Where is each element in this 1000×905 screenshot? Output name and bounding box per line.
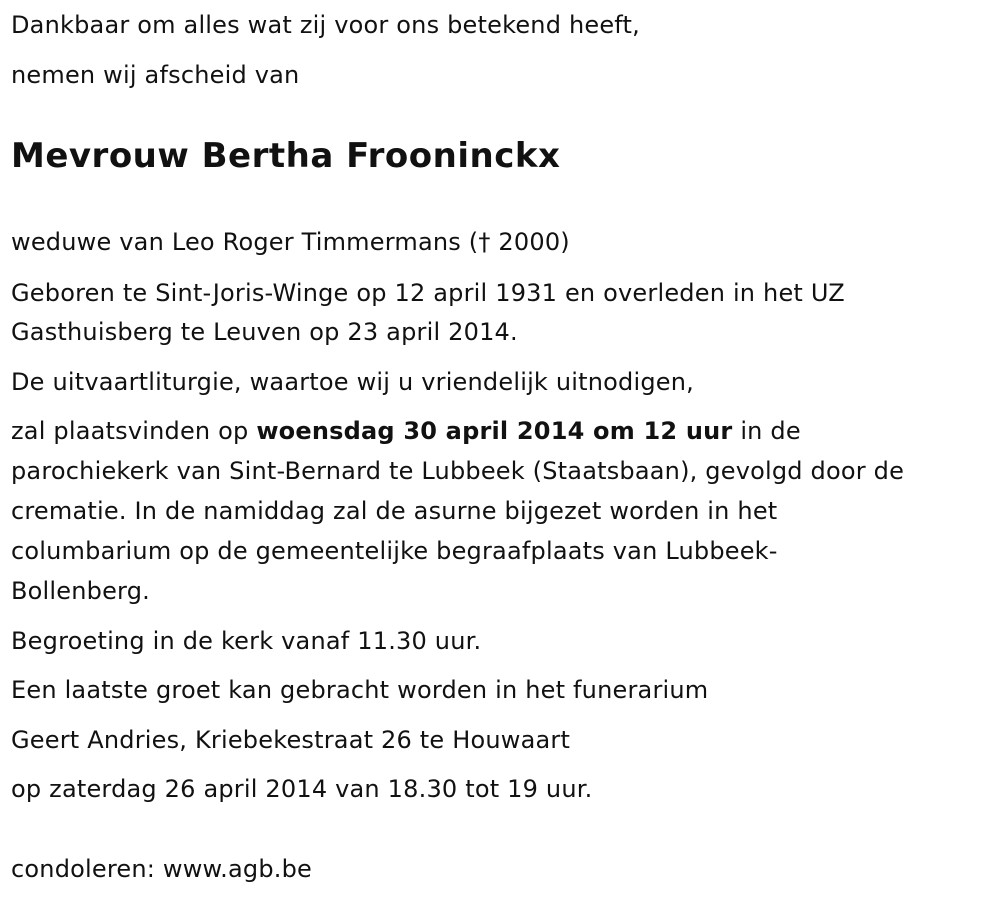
liturgy-line-1-prefix: zal plaatsvinden op <box>11 417 257 445</box>
birth-line-2: Gasthuisberg te Leuven op 23 april 2014. <box>11 318 518 346</box>
deceased-name: Mevrouw Bertha Frooninckx <box>11 136 561 176</box>
intro-line-1: Dankbaar om alles wat zij voor ons betekend heeft, <box>11 11 640 39</box>
birth-line-1: Geboren te Sint-Joris-Winge op 12 april 1931 en overleden in het UZ <box>11 279 845 307</box>
funeral-home-line-2: Geert Andries, Kriebekestraat 26 te Houwaart <box>11 726 571 754</box>
church-greeting: Begroeting in de kerk vanaf 11.30 uur. <box>11 627 482 655</box>
funeral-home-line-3: op zaterdag 26 april 2014 van 18.30 tot 19 uur. <box>11 775 593 803</box>
liturgy-line-3: crematie. In de namiddag zal de asurne bijgezet worden in het <box>11 497 778 525</box>
funeral-home-line-1: Een laatste groet kan gebracht worden in het funerarium <box>11 676 709 704</box>
liturgy-invite: De uitvaartliturgie, waartoe wij u vriendelijk uitnodigen, <box>11 368 694 396</box>
cross-icon: † <box>478 228 491 256</box>
liturgy-line-1 <box>11 416 801 446</box>
liturgy-line-2: parochiekerk van Sint-Bernard te Lubbeek (Staatsbaan), gevolgd door de <box>11 457 905 485</box>
intro-line-2: nemen wij afscheid van <box>11 61 300 89</box>
spouse-line <box>11 227 570 257</box>
liturgy-date-time: woensdag 30 april 2014 om 12 uur <box>256 417 733 445</box>
liturgy-line-1-suffix: in de <box>732 417 801 445</box>
spouse-prefix: weduwe van Leo Roger Timmermans ( <box>11 228 479 256</box>
liturgy-line-4: columbarium op de gemeentelijke begraafplaats van Lubbeek- <box>11 537 778 565</box>
condolences-line: condoleren: www.agb.be <box>11 855 312 883</box>
liturgy-line-5: Bollenberg. <box>11 577 150 605</box>
spouse-year: 2000) <box>490 228 570 256</box>
